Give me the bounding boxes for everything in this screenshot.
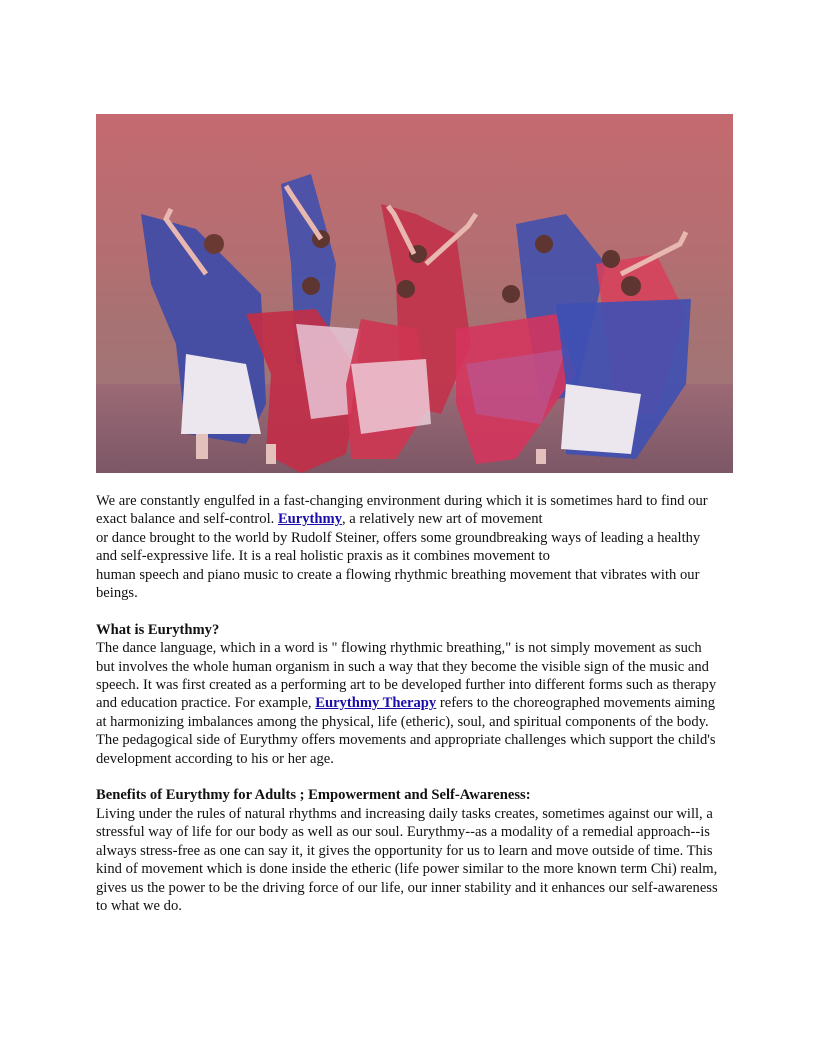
article-body	[96, 492, 720, 915]
what-is-eurythmy-paragraph	[96, 639, 720, 768]
intro-text-4: human speech and piano music to create a flowing rhythmic breathing movement that vibrates with our beings.	[96, 566, 700, 602]
intro-text-2: , a relatively new art of movement	[342, 511, 543, 528]
eurythmy-link[interactable]: Eurythmy	[277, 511, 342, 528]
intro-paragraph	[96, 492, 720, 602]
eurythmy-therapy-link[interactable]: Eurythmy Therapy	[315, 695, 437, 712]
benefits-paragraph: Living under the rules of natural rhythms and increasing daily tasks creates, sometimes against our will, a stressful way of life for our body as well as our soul. Eurythmy--as a modality of a remedial approach--is always stress-free as one can say it, it gives the opportunity for us to learn and move outside of time. This kind of movement which is done inside the etheric (life power similar to the more known term Chi) realm, gives us the power to be the driving force of our life, our inner stability and it enhances our self-awareness to what we do.	[96, 805, 718, 914]
intro-text-1: We are constantly engulfed in a fast-changing environment during which it is sometimes hard to find our exact balance and self-control.	[96, 493, 708, 528]
what-is-eurythmy-heading: What is Eurythmy?	[96, 621, 220, 638]
benefits-heading: Benefits of Eurythmy for Adults ; Empowerment and Self-Awareness:	[96, 787, 531, 804]
what-text-1: The dance language, which in a word is " flowing rhythmic breathing," is not simply movement as such but involves the whole human organism in such a way that they become the visible sign of the music and speech. It was first created as a performing art to be developed further into different forms such as therapy and education practice. For example,	[96, 640, 717, 712]
eurythmy-performance-photo	[96, 114, 733, 473]
intro-text-3: or dance brought to the world by Rudolf Steiner, offers some groundbreaking ways of leading a healthy and self-expressive life. It is a real holistic praxis as it combines movement to	[96, 529, 701, 565]
what-text-2: refers to the choreographed movements aiming at harmonizing imbalances among the physical, life (etheric), soul, and spiritual components of the body. The pedagogical side of Eurythmy offers movements and appropriate challenges which support the child's development according to his or her age.	[96, 695, 716, 767]
